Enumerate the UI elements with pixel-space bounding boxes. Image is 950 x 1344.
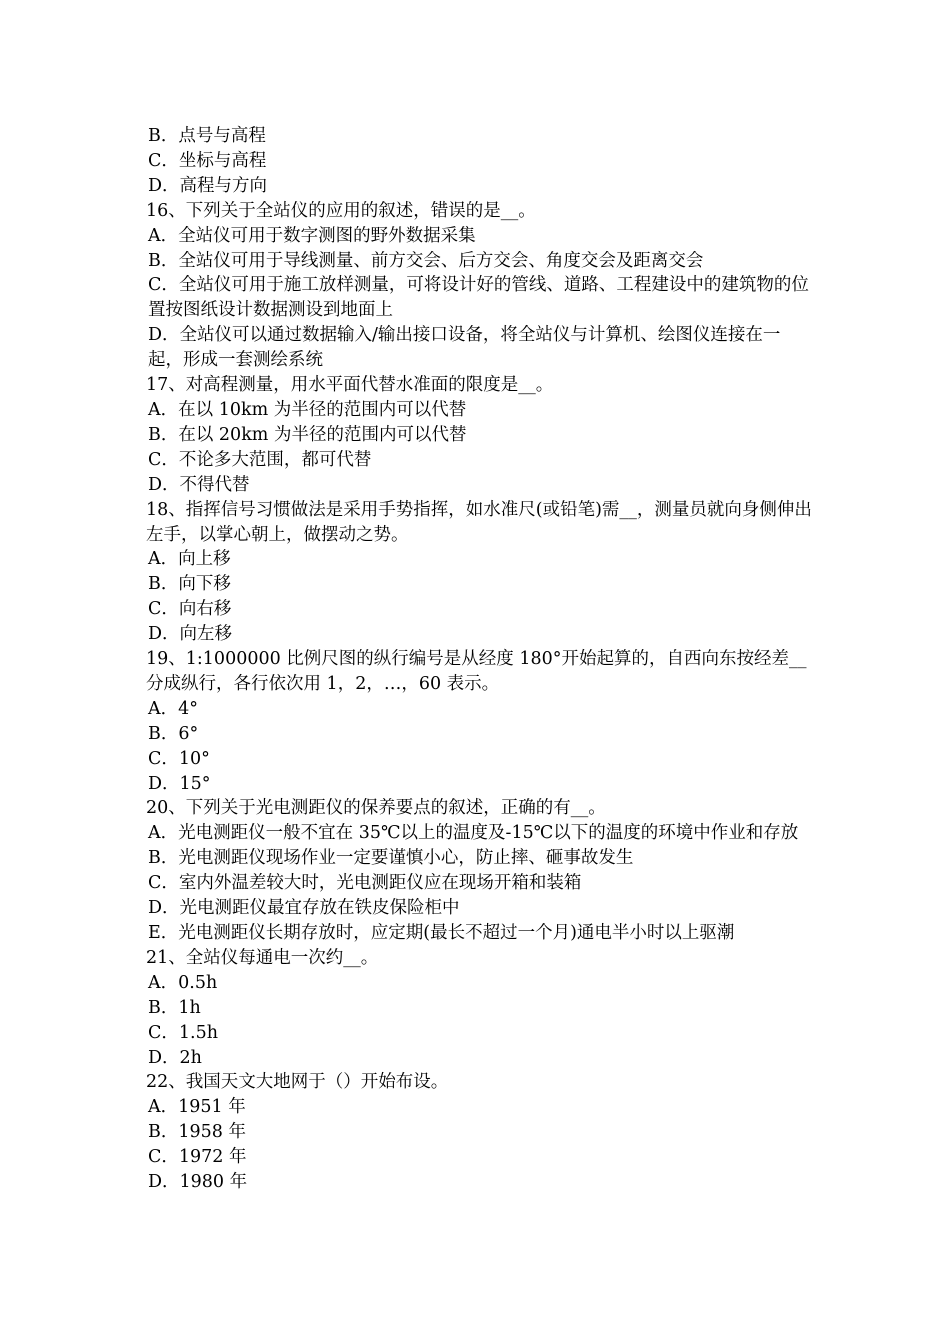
option-line: C．1.5h bbox=[148, 1022, 218, 1043]
option-line: B．光电测距仪现场作业一定要谨慎小心，防止摔、砸事故发生 bbox=[148, 848, 634, 869]
option-line: E．光电测距仪长期存放时，应定期(最长不超过一个月)通电半小时以上驱潮 bbox=[148, 923, 735, 943]
option-line: C．10° bbox=[148, 748, 210, 769]
question-text: 19、1:1000000 比例尺图的纵行编号是从经度 180°开始起算的，自西向东按经差__分成纵行，各行依次用 1，2，…，60 表示。 bbox=[146, 649, 807, 694]
option-line: D．高程与方向 bbox=[148, 175, 268, 196]
question-text: 21、全站仪每通电一次约__。 bbox=[146, 947, 379, 968]
option-line: B．1958 年 bbox=[148, 1122, 246, 1143]
option-line: D．15° bbox=[148, 773, 211, 794]
document-body bbox=[146, 124, 814, 1195]
option-line: A．在以 10km 为半径的范围内可以代替 bbox=[148, 399, 467, 420]
option-line: C．向右移 bbox=[148, 599, 232, 620]
option-line: C．1972 年 bbox=[148, 1147, 247, 1168]
option-line: A．全站仪可用于数字测图的野外数据采集 bbox=[148, 225, 476, 246]
option-line: A．1951 年 bbox=[148, 1097, 246, 1118]
question-text: 18、指挥信号习惯做法是采用手势指挥，如水准尺(或铅笔)需__，测量员就向身侧伸出左手，以掌心朝上，做摆动之势。 bbox=[146, 499, 812, 545]
option-line: B．1h bbox=[148, 997, 201, 1018]
question-text: 22、我国天文大地网于（）开始布设。 bbox=[146, 1072, 449, 1093]
option-line: D．1980 年 bbox=[148, 1172, 248, 1193]
question-text: 20、下列关于光电测距仪的保养要点的叙述，正确的有__。 bbox=[146, 798, 606, 819]
option-line: C．坐标与高程 bbox=[148, 150, 267, 171]
option-line: D．不得代替 bbox=[148, 474, 250, 495]
option-line: D．2h bbox=[148, 1047, 202, 1068]
option-line: D．全站仪可以通过数据输入/输出接口设备，将全站仪与计算机、绘图仪连接在一起，形成一套测绘系统 bbox=[148, 325, 781, 371]
option-line: D．向左移 bbox=[148, 624, 233, 645]
option-line: C．全站仪可用于施工放样测量，可将设计好的管线、道路、工程建设中的建筑物的位置按图纸设计数据测设到地面上 bbox=[148, 275, 809, 321]
option-line: B．全站仪可用于导线测量、前方交会、后方交会、角度交会及距离交会 bbox=[148, 250, 704, 271]
option-line: B．点号与高程 bbox=[148, 126, 266, 146]
option-line: C．不论多大范围，都可代替 bbox=[148, 449, 372, 470]
option-line: A．4° bbox=[148, 698, 199, 719]
option-line: B．向下移 bbox=[148, 574, 231, 595]
option-line: A．0.5h bbox=[148, 972, 218, 993]
question-text: 17、对高程测量，用水平面代替水准面的限度是__。 bbox=[146, 375, 554, 396]
option-line: A．光电测距仪一般不宜在 35℃以上的温度及-15℃以下的温度的环境中作业和存放 bbox=[148, 823, 799, 844]
option-line: A．向上移 bbox=[148, 549, 231, 570]
question-text: 16、下列关于全站仪的应用的叙述，错误的是__。 bbox=[146, 200, 536, 221]
option-line: B．6° bbox=[148, 723, 199, 744]
option-line: C．室内外温差较大时，光电测距仪应在现场开箱和装箱 bbox=[148, 873, 582, 894]
option-line: B．在以 20km 为半径的范围内可以代替 bbox=[148, 424, 467, 445]
option-line: D．光电测距仪最宜存放在铁皮保险柜中 bbox=[148, 898, 460, 919]
